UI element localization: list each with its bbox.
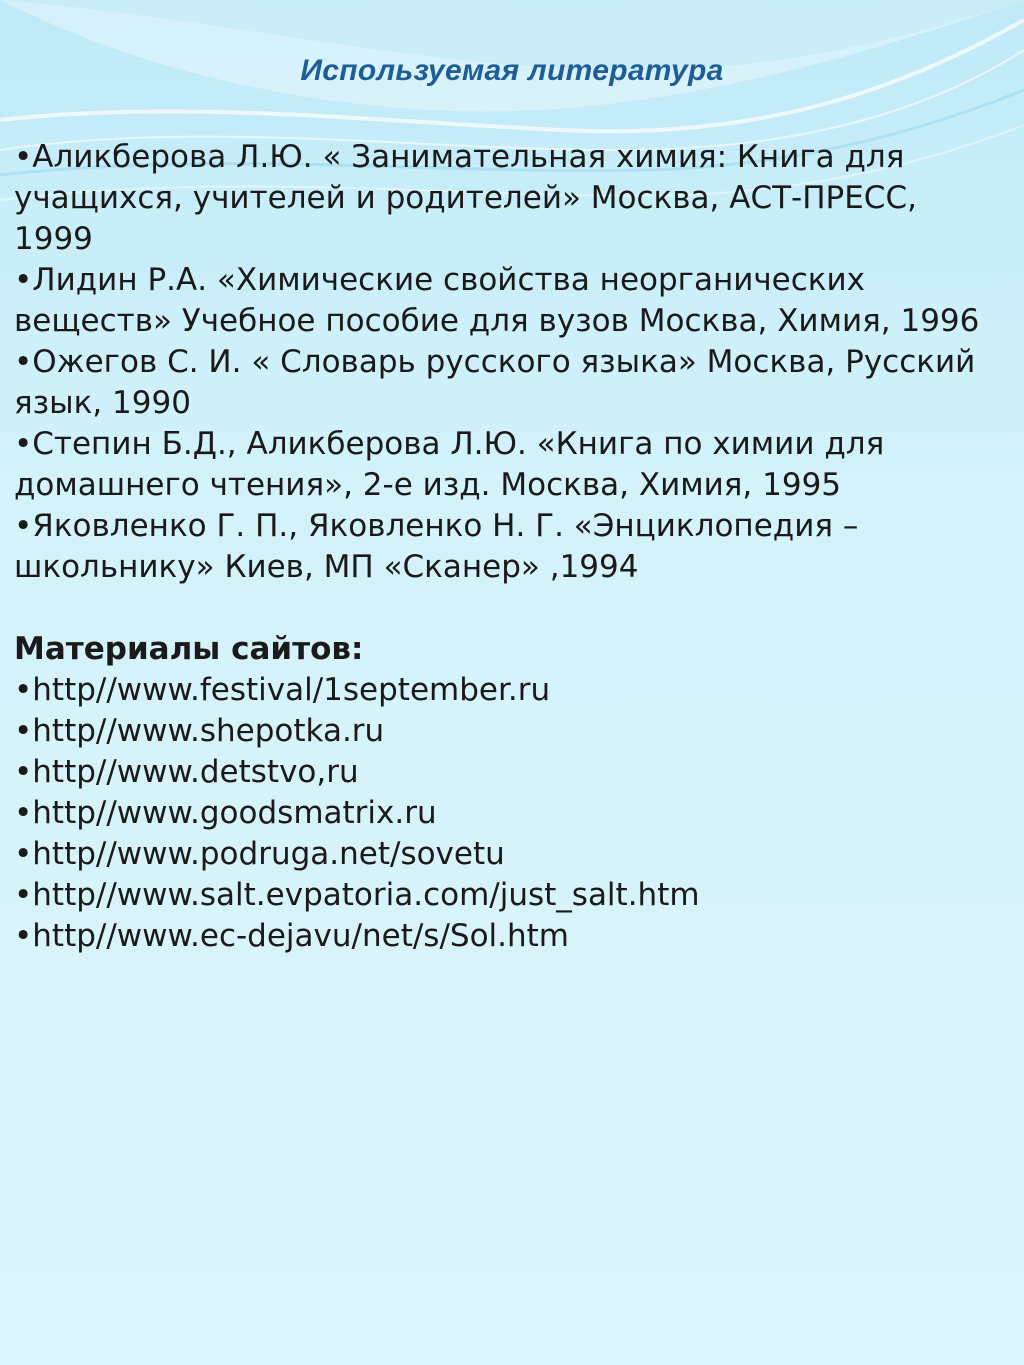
page-title: Используемая литература — [300, 54, 724, 87]
site-link[interactable]: •http//www.festival/1september.ru — [14, 672, 551, 708]
reference-item: •Ожегов С. И. « Словарь русского языка» Москва, Русский язык, 1990 — [14, 344, 976, 421]
site-link[interactable]: •http//www.shepotka.ru — [14, 713, 385, 749]
reference-list — [14, 137, 1004, 588]
reference-item: •Лидин Р.А. «Химические свойства неорганических веществ» Учебное пособие для вузов Москва, Химия, 1996 — [14, 262, 980, 339]
reference-item: •Яковленко Г. П., Яковленко Н. Г. «Энциклопедия – школьнику» Киев, МП «Сканер» ,1994 — [14, 508, 859, 585]
reference-item: •Аликберова Л.Ю. « Занимательная химия: Книга для учащихся, учителей и родителей» Москва, АСТ-ПРЕСС, 1999 — [14, 139, 917, 257]
site-link[interactable]: •http//www.podruga.net/sovetu — [14, 836, 505, 872]
site-list — [14, 670, 1004, 957]
content — [14, 137, 1004, 957]
site-link[interactable]: •http//www.salt.evpatoria.com/just_salt.htm — [14, 877, 700, 913]
site-link[interactable]: •http//www.goodsmatrix.ru — [14, 795, 437, 831]
reference-item: •Степин Б.Д., Аликберова Л.Ю. «Книга по химии для домашнего чтения», 2-е изд. Москва, Химия, 1995 — [14, 426, 885, 503]
site-link[interactable]: •http//www.ec-dejavu/net/s/Sol.htm — [14, 918, 570, 954]
site-link[interactable]: •http//www.detstvo,ru — [14, 754, 359, 790]
sites-heading: Материалы сайтов: — [14, 631, 364, 667]
